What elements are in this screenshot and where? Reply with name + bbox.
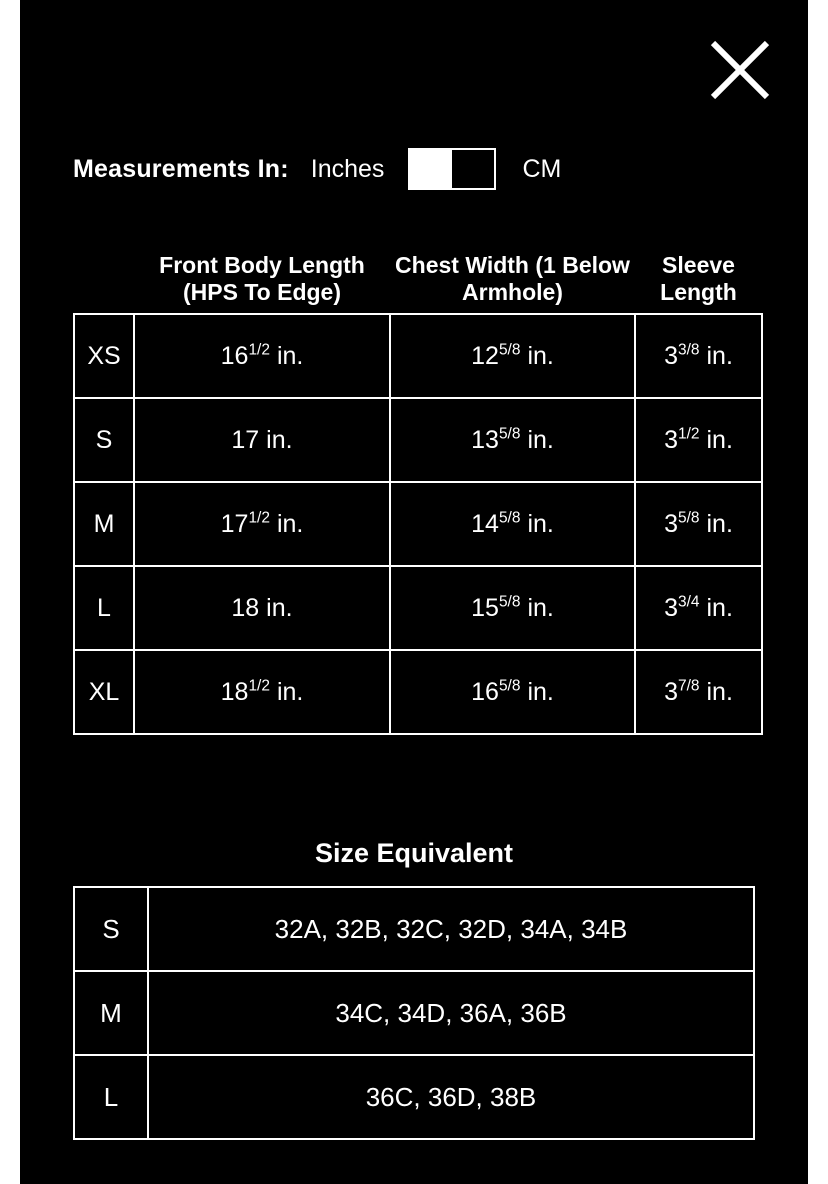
value-whole: 12	[471, 341, 499, 370]
value-whole: 15	[471, 593, 499, 622]
unit-toggle[interactable]	[408, 148, 496, 190]
column-header-front-body-length: Front Body Length (HPS To Edge)	[159, 252, 365, 305]
value-fraction: 3/4	[677, 593, 700, 611]
value-whole: 13	[471, 425, 499, 454]
value-fraction: 3/8	[677, 341, 700, 359]
value-whole: 14	[471, 509, 499, 538]
size-measurements-table	[73, 252, 761, 735]
column-header-size	[74, 252, 134, 314]
value-fraction: 5/8	[498, 509, 521, 527]
value-unit: in.	[706, 593, 733, 622]
value-fraction: 1/2	[248, 341, 270, 359]
cell-front-body-length	[134, 566, 390, 650]
cell-sleeve-length	[635, 482, 762, 566]
cell-sleeve-length	[635, 650, 762, 734]
cell-size: L	[74, 1055, 148, 1139]
column-header-chest-width: Chest Width (1 Below Armhole)	[395, 252, 630, 305]
cell-front-body-length	[134, 650, 390, 734]
cell-chest-width	[390, 398, 635, 482]
table-row	[74, 482, 762, 566]
cell-front-body-length	[134, 398, 390, 482]
value-fraction: 5/8	[677, 509, 700, 527]
size-chart-modal	[20, 0, 808, 1184]
value-unit: in.	[527, 677, 554, 706]
cell-sleeve-length	[635, 566, 762, 650]
cell-front-body-length	[134, 314, 390, 398]
value-whole: 3	[664, 593, 678, 622]
table-header-row	[74, 252, 762, 314]
cell-equivalents: 34C, 34D, 36A, 36B	[148, 971, 754, 1055]
value-unit: in.	[706, 425, 733, 454]
unit-toggle-knob	[410, 150, 452, 188]
cell-size: L	[74, 566, 134, 650]
value-whole: 3	[664, 425, 678, 454]
cell-size: XL	[74, 650, 134, 734]
value-fraction: 5/8	[498, 341, 521, 359]
value-unit: in.	[527, 341, 554, 370]
unit-toggle-slot	[452, 150, 494, 188]
value-whole: 17	[220, 509, 249, 538]
cell-size: M	[74, 971, 148, 1055]
value-unit: in.	[706, 677, 733, 706]
unit-option-inches[interactable]: Inches	[310, 154, 385, 183]
value-whole: 16	[220, 341, 249, 370]
cell-size: S	[74, 398, 134, 482]
value-whole: 3	[664, 509, 678, 538]
table-row	[74, 650, 762, 734]
cell-sleeve-length	[635, 314, 762, 398]
value-whole: 3	[664, 341, 678, 370]
cell-chest-width	[390, 650, 635, 734]
value-unit: in.	[527, 425, 554, 454]
value-unit: in.	[276, 677, 304, 706]
table-row	[74, 314, 762, 398]
size-equivalent-table	[73, 886, 755, 1140]
value-unit: in.	[706, 341, 733, 370]
value-whole: 16	[471, 677, 499, 706]
value-unit: in.	[266, 425, 293, 454]
value-unit: in.	[266, 593, 293, 622]
value-unit: in.	[276, 341, 304, 370]
value-whole: 18	[220, 677, 249, 706]
value-fraction: 5/8	[498, 425, 521, 443]
value-fraction: 5/8	[498, 593, 521, 611]
value-unit: in.	[527, 593, 554, 622]
column-header-sleeve-length: Sleeve Length	[660, 252, 737, 305]
value-whole: 17	[231, 425, 260, 454]
close-icon-glyph	[704, 34, 776, 106]
table-row	[74, 398, 762, 482]
value-fraction: 5/8	[498, 677, 521, 695]
cell-size: XS	[74, 314, 134, 398]
value-unit: in.	[706, 509, 733, 538]
value-unit: in.	[276, 509, 304, 538]
measurement-units-label: Measurements In:	[73, 154, 289, 183]
cell-chest-width	[390, 314, 635, 398]
cell-front-body-length	[134, 482, 390, 566]
table-row	[74, 971, 754, 1055]
table-row	[74, 887, 754, 971]
value-whole: 3	[664, 677, 678, 706]
value-fraction: 7/8	[677, 677, 700, 695]
unit-option-cm[interactable]: CM	[522, 154, 562, 183]
measurement-units-row	[73, 145, 561, 193]
cell-sleeve-length	[635, 398, 762, 482]
table-row	[74, 566, 762, 650]
value-fraction: 1/2	[248, 509, 270, 527]
size-equivalent-title: Size Equivalent	[314, 838, 514, 868]
cell-chest-width	[390, 566, 635, 650]
cell-size: S	[74, 887, 148, 971]
cell-chest-width	[390, 482, 635, 566]
cell-equivalents: 32A, 32B, 32C, 32D, 34A, 34B	[148, 887, 754, 971]
close-icon[interactable]	[704, 34, 776, 106]
cell-equivalents: 36C, 36D, 38B	[148, 1055, 754, 1139]
value-unit: in.	[527, 509, 554, 538]
table-row	[74, 1055, 754, 1139]
cell-size: M	[74, 482, 134, 566]
value-fraction: 1/2	[677, 425, 700, 443]
value-fraction: 1/2	[248, 677, 270, 695]
value-whole: 18	[231, 593, 260, 622]
